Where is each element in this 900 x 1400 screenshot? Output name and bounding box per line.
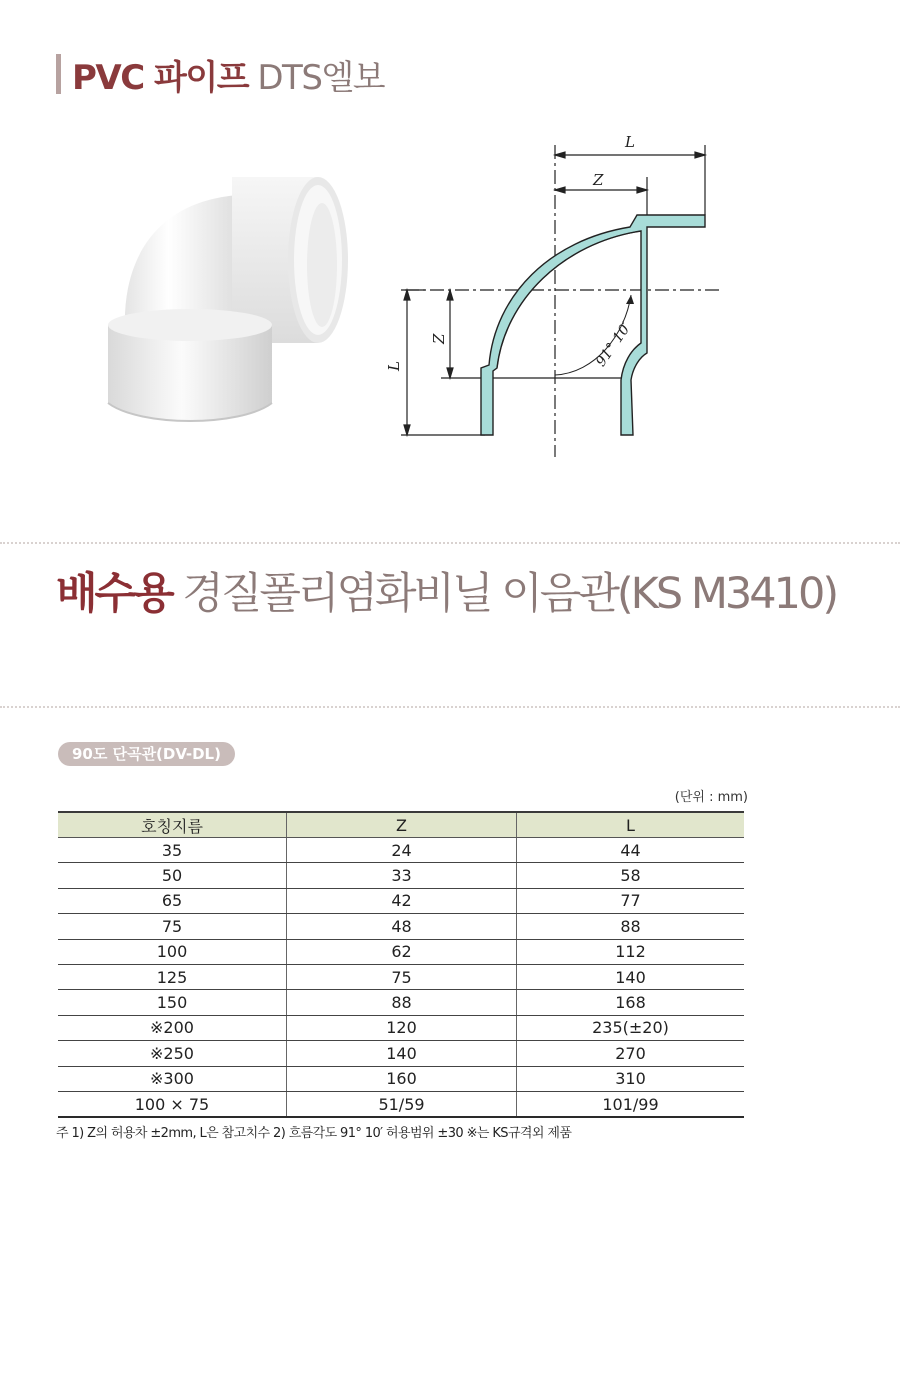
table-cell: 88 bbox=[517, 914, 745, 939]
page-title-bold: PVC 파이프 bbox=[72, 58, 249, 98]
table-cell: 58 bbox=[517, 863, 745, 888]
table-cell: 100 × 75 bbox=[58, 1091, 287, 1117]
section-title-bold: 배수용 bbox=[56, 569, 172, 619]
table-cell: 160 bbox=[287, 1066, 517, 1091]
spec-table-header bbox=[58, 812, 744, 838]
table-cell: ※250 bbox=[58, 1041, 287, 1066]
table-row bbox=[58, 990, 744, 1015]
table-cell: 310 bbox=[517, 1066, 745, 1091]
table-cell: 88 bbox=[287, 990, 517, 1015]
table-row bbox=[58, 939, 744, 964]
table-footnote: 주 1) Z의 허용차 ±2mm, L은 참고치수 2) 흐름각도 91° 10′ 허용범위 ±30 ※는 KS규격외 제품 bbox=[56, 1126, 572, 1141]
table-row bbox=[58, 863, 744, 888]
drawing-label-L: L bbox=[625, 135, 635, 151]
table-row bbox=[58, 1091, 744, 1117]
table-cell: 125 bbox=[58, 964, 287, 989]
unit-label: (단위 : mm) bbox=[674, 790, 748, 805]
table-cell: 120 bbox=[287, 1015, 517, 1040]
section-divider bbox=[0, 706, 900, 708]
section-divider bbox=[0, 542, 900, 544]
page-title bbox=[72, 50, 384, 99]
table-cell: 51/59 bbox=[287, 1091, 517, 1117]
table-cell: 168 bbox=[517, 990, 745, 1015]
table-cell: 24 bbox=[287, 838, 517, 863]
table-cell: 140 bbox=[517, 964, 745, 989]
elbow-section-drawing bbox=[385, 135, 730, 460]
table-cell: 77 bbox=[517, 888, 745, 913]
table-row bbox=[58, 914, 744, 939]
drawing-label-L-left: L bbox=[385, 361, 403, 371]
table-cell: 270 bbox=[517, 1041, 745, 1066]
table-cell: 33 bbox=[287, 863, 517, 888]
table-cell: 235(±20) bbox=[517, 1015, 745, 1040]
drawing-label-Z-left: Z bbox=[430, 333, 448, 344]
column-header: 호칭지름 bbox=[58, 812, 287, 838]
table-row bbox=[58, 838, 744, 863]
table-row bbox=[58, 1015, 744, 1040]
table-cell: 42 bbox=[287, 888, 517, 913]
column-header: L bbox=[517, 812, 745, 838]
page-title-light: DTS엘보 bbox=[257, 58, 385, 98]
table-cell: 50 bbox=[58, 863, 287, 888]
table-cell: 48 bbox=[287, 914, 517, 939]
column-header: Z bbox=[287, 812, 517, 838]
table-cell: ※300 bbox=[58, 1066, 287, 1091]
table-cell: 75 bbox=[287, 964, 517, 989]
product-type-badge: 90도 단곡관(DV-DL) bbox=[58, 742, 235, 766]
spec-table bbox=[58, 811, 744, 1118]
table-row bbox=[58, 888, 744, 913]
drawing-angle-label: 91° 10′ bbox=[593, 319, 635, 370]
table-cell: 100 bbox=[58, 939, 287, 964]
table-cell: 65 bbox=[58, 888, 287, 913]
table-cell: 62 bbox=[287, 939, 517, 964]
drawing-label-Z-top: Z bbox=[593, 171, 604, 189]
title-accent-bar bbox=[56, 54, 61, 94]
elbow-product-photo bbox=[100, 165, 360, 435]
table-row bbox=[58, 964, 744, 989]
section-title-light: 경질폴리염화비닐 이음관(KS M3410) bbox=[182, 569, 837, 619]
table-cell: 101/99 bbox=[517, 1091, 745, 1117]
table-cell: ※200 bbox=[58, 1015, 287, 1040]
table-row bbox=[58, 1066, 744, 1091]
table-cell: 150 bbox=[58, 990, 287, 1015]
section-title bbox=[56, 560, 836, 621]
table-cell: 44 bbox=[517, 838, 745, 863]
table-cell: 112 bbox=[517, 939, 745, 964]
table-cell: 35 bbox=[58, 838, 287, 863]
table-cell: 140 bbox=[287, 1041, 517, 1066]
table-row bbox=[58, 1041, 744, 1066]
table-cell: 75 bbox=[58, 914, 287, 939]
